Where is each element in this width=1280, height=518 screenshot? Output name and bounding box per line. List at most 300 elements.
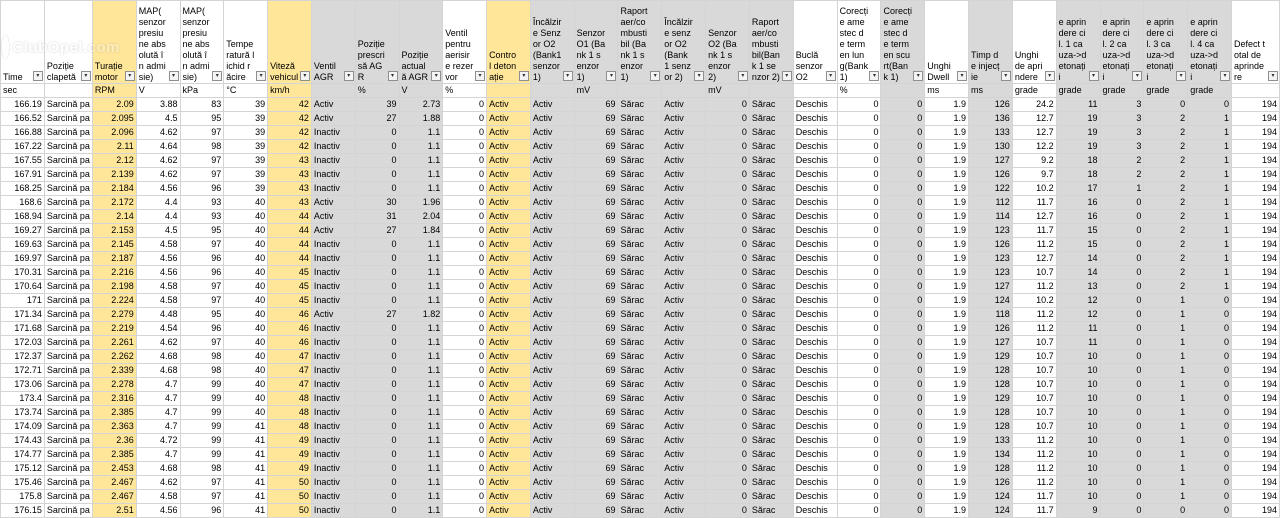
table-cell[interactable]: 40 bbox=[224, 266, 268, 280]
table-cell[interactable]: 1.9 bbox=[925, 448, 969, 462]
filter-dropdown-icon[interactable]: ▾ bbox=[1132, 71, 1142, 81]
table-cell[interactable]: 1.9 bbox=[925, 266, 969, 280]
table-cell[interactable]: 2.467 bbox=[92, 476, 136, 490]
table-cell[interactable]: 12.7 bbox=[1012, 252, 1056, 266]
table-cell[interactable]: 46 bbox=[268, 336, 312, 350]
table-cell[interactable]: Activ bbox=[487, 476, 531, 490]
table-cell[interactable]: 19 bbox=[1056, 112, 1100, 126]
table-cell[interactable]: 0 bbox=[1100, 490, 1144, 504]
table-cell[interactable]: Activ bbox=[662, 448, 706, 462]
table-cell[interactable]: 166.19 bbox=[1, 98, 45, 112]
table-cell[interactable]: 97 bbox=[180, 126, 224, 140]
table-cell[interactable]: 0 bbox=[1100, 294, 1144, 308]
table-cell[interactable]: 12 bbox=[1056, 308, 1100, 322]
table-cell[interactable]: 11 bbox=[1056, 336, 1100, 350]
table-cell[interactable]: Deschis bbox=[793, 126, 837, 140]
table-cell[interactable]: Inactiv bbox=[311, 266, 355, 280]
table-cell[interactable]: 0 bbox=[355, 448, 399, 462]
table-cell[interactable]: 49 bbox=[268, 448, 312, 462]
table-cell[interactable]: 1.9 bbox=[925, 252, 969, 266]
table-cell[interactable]: 1.9 bbox=[925, 392, 969, 406]
unit-cell[interactable]: ms bbox=[969, 84, 1013, 98]
table-cell[interactable]: Activ bbox=[662, 196, 706, 210]
table-cell[interactable]: 0 bbox=[443, 364, 487, 378]
table-cell[interactable]: 1 bbox=[1144, 462, 1188, 476]
table-cell[interactable]: Activ bbox=[487, 126, 531, 140]
table-cell[interactable]: 0 bbox=[837, 266, 881, 280]
table-cell[interactable]: Activ bbox=[530, 126, 574, 140]
table-cell[interactable]: 1.9 bbox=[925, 112, 969, 126]
table-cell[interactable]: Sărac bbox=[749, 224, 793, 238]
table-cell[interactable]: 39 bbox=[224, 154, 268, 168]
filter-dropdown-icon[interactable]: ▾ bbox=[1176, 71, 1186, 81]
table-cell[interactable]: Deschis bbox=[793, 392, 837, 406]
table-cell[interactable]: 39 bbox=[224, 112, 268, 126]
filter-dropdown-icon[interactable]: ▾ bbox=[563, 71, 573, 81]
table-cell[interactable]: 1.9 bbox=[925, 322, 969, 336]
table-cell[interactable]: 0 bbox=[706, 196, 750, 210]
table-cell[interactable]: Sărac bbox=[618, 336, 662, 350]
table-cell[interactable]: 0 bbox=[443, 308, 487, 322]
table-cell[interactable]: Inactiv bbox=[311, 252, 355, 266]
table-cell[interactable]: 10.7 bbox=[1012, 350, 1056, 364]
filter-dropdown-icon[interactable]: ▾ bbox=[869, 71, 879, 81]
table-cell[interactable]: 46 bbox=[268, 308, 312, 322]
table-cell[interactable]: 1 bbox=[1144, 308, 1188, 322]
table-cell[interactable]: 0 bbox=[837, 294, 881, 308]
table-cell[interactable]: 194 bbox=[1232, 112, 1280, 126]
table-cell[interactable]: Activ bbox=[530, 434, 574, 448]
table-cell[interactable]: Sarcină pa bbox=[44, 336, 92, 350]
table-cell[interactable]: 3 bbox=[1100, 140, 1144, 154]
table-cell[interactable]: Sarcină pa bbox=[44, 140, 92, 154]
table-cell[interactable]: 0 bbox=[1100, 252, 1144, 266]
table-cell[interactable]: 2.385 bbox=[92, 406, 136, 420]
table-cell[interactable]: 194 bbox=[1232, 504, 1280, 518]
table-cell[interactable]: 69 bbox=[574, 434, 618, 448]
table-cell[interactable]: 69 bbox=[574, 336, 618, 350]
table-cell[interactable]: 126 bbox=[969, 238, 1013, 252]
table-cell[interactable]: 1.1 bbox=[399, 168, 443, 182]
table-cell[interactable]: 129 bbox=[969, 392, 1013, 406]
table-cell[interactable]: 95 bbox=[180, 112, 224, 126]
table-cell[interactable]: 0 bbox=[1188, 336, 1232, 350]
table-cell[interactable]: 18 bbox=[1056, 168, 1100, 182]
table-cell[interactable]: 174.77 bbox=[1, 448, 45, 462]
table-cell[interactable]: 128 bbox=[969, 462, 1013, 476]
table-cell[interactable]: Sarcină pa bbox=[44, 490, 92, 504]
table-cell[interactable]: Deschis bbox=[793, 294, 837, 308]
table-cell[interactable]: 194 bbox=[1232, 238, 1280, 252]
table-cell[interactable]: 39 bbox=[355, 98, 399, 112]
table-cell[interactable]: Sărac bbox=[618, 224, 662, 238]
table-cell[interactable]: 1.9 bbox=[925, 196, 969, 210]
table-cell[interactable]: 2.04 bbox=[399, 210, 443, 224]
table-cell[interactable]: 95 bbox=[180, 308, 224, 322]
table-cell[interactable]: Sarcină pa bbox=[44, 196, 92, 210]
table-cell[interactable]: 12.7 bbox=[1012, 126, 1056, 140]
table-cell[interactable]: 10 bbox=[1056, 462, 1100, 476]
table-cell[interactable]: 0 bbox=[1100, 504, 1144, 518]
table-cell[interactable]: 1.9 bbox=[925, 462, 969, 476]
table-cell[interactable]: 1.9 bbox=[925, 504, 969, 518]
table-cell[interactable]: 40 bbox=[224, 350, 268, 364]
table-cell[interactable]: Activ bbox=[311, 224, 355, 238]
table-cell[interactable]: 69 bbox=[574, 266, 618, 280]
table-cell[interactable]: 40 bbox=[224, 364, 268, 378]
table-cell[interactable]: 2.467 bbox=[92, 490, 136, 504]
unit-cell[interactable] bbox=[530, 84, 574, 98]
table-cell[interactable]: 41 bbox=[224, 448, 268, 462]
table-cell[interactable]: 10 bbox=[1056, 350, 1100, 364]
filter-dropdown-icon[interactable]: ▾ bbox=[826, 71, 836, 81]
table-cell[interactable]: Activ bbox=[487, 224, 531, 238]
table-cell[interactable]: 42 bbox=[268, 126, 312, 140]
table-cell[interactable]: 1.9 bbox=[925, 238, 969, 252]
table-cell[interactable]: 0 bbox=[443, 448, 487, 462]
table-cell[interactable]: 4.68 bbox=[136, 350, 180, 364]
table-cell[interactable]: 2.14 bbox=[92, 210, 136, 224]
table-cell[interactable]: 44 bbox=[268, 210, 312, 224]
table-cell[interactable]: 1.9 bbox=[925, 364, 969, 378]
table-cell[interactable]: 1.9 bbox=[925, 224, 969, 238]
table-cell[interactable]: 2.12 bbox=[92, 154, 136, 168]
table-cell[interactable]: 134 bbox=[969, 448, 1013, 462]
table-cell[interactable]: 171.68 bbox=[1, 322, 45, 336]
table-cell[interactable]: Activ bbox=[487, 294, 531, 308]
table-cell[interactable]: 0 bbox=[443, 266, 487, 280]
table-cell[interactable]: 1.9 bbox=[925, 434, 969, 448]
table-cell[interactable]: 1.1 bbox=[399, 364, 443, 378]
table-cell[interactable]: 0 bbox=[1100, 336, 1144, 350]
table-cell[interactable]: Deschis bbox=[793, 308, 837, 322]
table-cell[interactable]: Activ bbox=[530, 406, 574, 420]
table-cell[interactable]: 41 bbox=[224, 490, 268, 504]
table-cell[interactable]: 2.153 bbox=[92, 224, 136, 238]
table-cell[interactable]: 169.97 bbox=[1, 252, 45, 266]
table-cell[interactable]: Activ bbox=[530, 308, 574, 322]
table-cell[interactable]: 12.7 bbox=[1012, 210, 1056, 224]
table-cell[interactable]: 43 bbox=[268, 182, 312, 196]
table-cell[interactable]: 0 bbox=[706, 462, 750, 476]
table-cell[interactable]: 0 bbox=[355, 154, 399, 168]
table-cell[interactable]: 19 bbox=[1056, 126, 1100, 140]
unit-cell[interactable]: kPa bbox=[180, 84, 224, 98]
table-cell[interactable]: 1 bbox=[1144, 392, 1188, 406]
table-cell[interactable]: Sărac bbox=[749, 378, 793, 392]
table-cell[interactable]: 4.62 bbox=[136, 476, 180, 490]
filter-dropdown-icon[interactable]: ▾ bbox=[650, 71, 660, 81]
table-cell[interactable]: Activ bbox=[487, 308, 531, 322]
table-cell[interactable]: Activ bbox=[530, 168, 574, 182]
table-cell[interactable]: 0 bbox=[706, 266, 750, 280]
table-cell[interactable]: Activ bbox=[662, 308, 706, 322]
table-cell[interactable]: 0 bbox=[1188, 378, 1232, 392]
table-cell[interactable]: Deschis bbox=[793, 252, 837, 266]
table-cell[interactable]: Activ bbox=[487, 140, 531, 154]
table-cell[interactable]: 2 bbox=[1144, 154, 1188, 168]
table-cell[interactable]: 1 bbox=[1144, 490, 1188, 504]
table-cell[interactable]: 10 bbox=[1056, 378, 1100, 392]
table-cell[interactable]: 15 bbox=[1056, 224, 1100, 238]
table-cell[interactable]: Activ bbox=[487, 168, 531, 182]
table-cell[interactable]: 2 bbox=[1144, 238, 1188, 252]
table-cell[interactable]: 0 bbox=[837, 238, 881, 252]
table-cell[interactable]: 1.1 bbox=[399, 252, 443, 266]
table-cell[interactable]: 194 bbox=[1232, 266, 1280, 280]
filter-dropdown-icon[interactable]: ▾ bbox=[1045, 71, 1055, 81]
table-cell[interactable]: 42 bbox=[268, 140, 312, 154]
table-cell[interactable]: Activ bbox=[311, 308, 355, 322]
table-cell[interactable]: 10.2 bbox=[1012, 294, 1056, 308]
table-cell[interactable]: 40 bbox=[224, 336, 268, 350]
table-cell[interactable]: 0 bbox=[443, 252, 487, 266]
table-cell[interactable]: Sărac bbox=[618, 490, 662, 504]
table-cell[interactable]: 98 bbox=[180, 350, 224, 364]
table-cell[interactable]: 0 bbox=[355, 336, 399, 350]
table-cell[interactable]: Inactiv bbox=[311, 322, 355, 336]
table-cell[interactable]: 1.84 bbox=[399, 224, 443, 238]
table-cell[interactable]: 0 bbox=[443, 406, 487, 420]
table-cell[interactable]: 93 bbox=[180, 196, 224, 210]
table-cell[interactable]: 0 bbox=[355, 504, 399, 518]
table-cell[interactable]: 2 bbox=[1144, 196, 1188, 210]
table-cell[interactable]: Deschis bbox=[793, 434, 837, 448]
table-cell[interactable]: 96 bbox=[180, 182, 224, 196]
table-cell[interactable]: 0 bbox=[837, 434, 881, 448]
table-cell[interactable]: 0 bbox=[443, 126, 487, 140]
table-cell[interactable]: 0 bbox=[443, 322, 487, 336]
table-cell[interactable]: 123 bbox=[969, 266, 1013, 280]
table-cell[interactable]: Activ bbox=[530, 182, 574, 196]
table-cell[interactable]: Activ bbox=[662, 420, 706, 434]
unit-cell[interactable]: km/h bbox=[268, 84, 312, 98]
table-cell[interactable]: Activ bbox=[311, 196, 355, 210]
table-cell[interactable]: 173.74 bbox=[1, 406, 45, 420]
table-cell[interactable]: 172.03 bbox=[1, 336, 45, 350]
table-cell[interactable]: 39 bbox=[224, 126, 268, 140]
table-cell[interactable]: Sărac bbox=[749, 252, 793, 266]
table-cell[interactable]: 10.7 bbox=[1012, 364, 1056, 378]
table-cell[interactable]: 0 bbox=[1188, 364, 1232, 378]
table-cell[interactable]: 1.9 bbox=[925, 126, 969, 140]
table-cell[interactable]: 0 bbox=[355, 322, 399, 336]
table-cell[interactable]: 0 bbox=[706, 154, 750, 168]
table-cell[interactable]: 11 bbox=[1056, 322, 1100, 336]
table-cell[interactable]: 0 bbox=[706, 364, 750, 378]
table-cell[interactable]: 12.7 bbox=[1012, 112, 1056, 126]
table-cell[interactable]: Deschis bbox=[793, 224, 837, 238]
table-cell[interactable]: 0 bbox=[837, 336, 881, 350]
table-cell[interactable]: 0 bbox=[1188, 406, 1232, 420]
table-cell[interactable]: 0 bbox=[706, 126, 750, 140]
table-cell[interactable]: 128 bbox=[969, 378, 1013, 392]
table-cell[interactable]: 96 bbox=[180, 322, 224, 336]
table-cell[interactable]: Deschis bbox=[793, 350, 837, 364]
table-cell[interactable]: 40 bbox=[224, 252, 268, 266]
table-cell[interactable]: Activ bbox=[530, 504, 574, 518]
table-cell[interactable]: Activ bbox=[530, 224, 574, 238]
filter-dropdown-icon[interactable]: ▾ bbox=[1089, 71, 1099, 81]
table-cell[interactable]: 1 bbox=[1144, 294, 1188, 308]
table-cell[interactable]: 1.9 bbox=[925, 154, 969, 168]
table-cell[interactable]: Sărac bbox=[749, 490, 793, 504]
table-cell[interactable]: 1.1 bbox=[399, 294, 443, 308]
table-cell[interactable]: 0 bbox=[881, 252, 925, 266]
table-cell[interactable]: Sărac bbox=[749, 434, 793, 448]
table-cell[interactable]: 69 bbox=[574, 378, 618, 392]
table-cell[interactable]: 69 bbox=[574, 280, 618, 294]
table-cell[interactable]: 0 bbox=[443, 168, 487, 182]
table-cell[interactable]: 10 bbox=[1056, 490, 1100, 504]
table-cell[interactable]: 69 bbox=[574, 140, 618, 154]
table-cell[interactable]: 3 bbox=[1100, 112, 1144, 126]
filter-dropdown-icon[interactable]: ▾ bbox=[431, 71, 441, 81]
table-cell[interactable]: 11.2 bbox=[1012, 280, 1056, 294]
table-cell[interactable]: 4.56 bbox=[136, 504, 180, 518]
table-cell[interactable]: 10.7 bbox=[1012, 406, 1056, 420]
table-cell[interactable]: 168.6 bbox=[1, 196, 45, 210]
unit-cell[interactable]: grade bbox=[1100, 84, 1144, 98]
table-cell[interactable]: Activ bbox=[530, 490, 574, 504]
table-cell[interactable]: Sărac bbox=[749, 126, 793, 140]
table-cell[interactable]: Sarcină pa bbox=[44, 350, 92, 364]
table-cell[interactable]: 44 bbox=[268, 238, 312, 252]
table-cell[interactable]: 2.453 bbox=[92, 462, 136, 476]
table-cell[interactable]: Inactiv bbox=[311, 392, 355, 406]
table-cell[interactable]: Sărac bbox=[749, 238, 793, 252]
table-cell[interactable]: 4.5 bbox=[136, 112, 180, 126]
table-cell[interactable]: Activ bbox=[662, 98, 706, 112]
table-cell[interactable]: 172.37 bbox=[1, 350, 45, 364]
table-cell[interactable]: 0 bbox=[706, 378, 750, 392]
table-cell[interactable]: 0 bbox=[443, 350, 487, 364]
table-cell[interactable]: Sarcină pa bbox=[44, 126, 92, 140]
table-cell[interactable]: 69 bbox=[574, 448, 618, 462]
table-cell[interactable]: Sărac bbox=[618, 196, 662, 210]
table-cell[interactable]: Inactiv bbox=[311, 434, 355, 448]
table-cell[interactable]: 0 bbox=[881, 322, 925, 336]
table-cell[interactable]: Activ bbox=[662, 462, 706, 476]
table-cell[interactable]: 0 bbox=[355, 406, 399, 420]
table-cell[interactable]: 0 bbox=[881, 504, 925, 518]
table-cell[interactable]: 169.27 bbox=[1, 224, 45, 238]
table-cell[interactable]: 2.279 bbox=[92, 308, 136, 322]
table-cell[interactable]: 0 bbox=[355, 364, 399, 378]
table-cell[interactable]: Sărac bbox=[749, 266, 793, 280]
table-cell[interactable]: 0 bbox=[881, 378, 925, 392]
table-cell[interactable]: Inactiv bbox=[311, 406, 355, 420]
table-cell[interactable]: 45 bbox=[268, 266, 312, 280]
table-cell[interactable]: 98 bbox=[180, 364, 224, 378]
table-cell[interactable]: 0 bbox=[837, 252, 881, 266]
table-cell[interactable]: 0 bbox=[1100, 322, 1144, 336]
table-cell[interactable]: 50 bbox=[268, 490, 312, 504]
table-cell[interactable]: 10.7 bbox=[1012, 266, 1056, 280]
table-cell[interactable]: 69 bbox=[574, 168, 618, 182]
table-cell[interactable]: 39 bbox=[224, 168, 268, 182]
table-cell[interactable]: 0 bbox=[881, 266, 925, 280]
table-cell[interactable]: 0 bbox=[355, 266, 399, 280]
table-cell[interactable]: 41 bbox=[224, 476, 268, 490]
table-cell[interactable]: Activ bbox=[487, 364, 531, 378]
table-cell[interactable]: 47 bbox=[268, 378, 312, 392]
table-cell[interactable]: Activ bbox=[662, 476, 706, 490]
table-cell[interactable]: Sarcină pa bbox=[44, 154, 92, 168]
filter-dropdown-icon[interactable]: ▾ bbox=[606, 71, 616, 81]
table-cell[interactable]: 118 bbox=[969, 308, 1013, 322]
table-cell[interactable]: 2 bbox=[1144, 126, 1188, 140]
table-cell[interactable]: 99 bbox=[180, 406, 224, 420]
table-cell[interactable]: Sărac bbox=[618, 406, 662, 420]
table-cell[interactable]: 0 bbox=[881, 434, 925, 448]
table-cell[interactable]: 0 bbox=[1100, 238, 1144, 252]
table-cell[interactable]: Sărac bbox=[618, 126, 662, 140]
table-cell[interactable]: 40 bbox=[224, 406, 268, 420]
unit-cell[interactable] bbox=[1232, 84, 1280, 98]
table-cell[interactable]: 16 bbox=[1056, 196, 1100, 210]
table-cell[interactable]: Sărac bbox=[749, 448, 793, 462]
table-cell[interactable]: 0 bbox=[837, 322, 881, 336]
table-cell[interactable]: 0 bbox=[1188, 448, 1232, 462]
table-cell[interactable]: 4.56 bbox=[136, 266, 180, 280]
table-cell[interactable]: 49 bbox=[268, 462, 312, 476]
table-cell[interactable]: Sărac bbox=[618, 322, 662, 336]
table-cell[interactable]: Deschis bbox=[793, 420, 837, 434]
table-cell[interactable]: Activ bbox=[487, 322, 531, 336]
table-cell[interactable]: 0 bbox=[1100, 350, 1144, 364]
table-cell[interactable]: Sărac bbox=[618, 252, 662, 266]
table-cell[interactable]: 10 bbox=[1056, 406, 1100, 420]
table-cell[interactable]: 1.88 bbox=[399, 112, 443, 126]
table-cell[interactable]: 69 bbox=[574, 392, 618, 406]
table-cell[interactable]: 0 bbox=[706, 448, 750, 462]
table-cell[interactable]: Activ bbox=[662, 182, 706, 196]
table-cell[interactable]: Sărac bbox=[618, 266, 662, 280]
table-cell[interactable]: 48 bbox=[268, 406, 312, 420]
table-cell[interactable]: Activ bbox=[487, 420, 531, 434]
table-cell[interactable]: 12 bbox=[1056, 294, 1100, 308]
table-cell[interactable]: 11.2 bbox=[1012, 434, 1056, 448]
table-cell[interactable]: 11.2 bbox=[1012, 238, 1056, 252]
table-cell[interactable]: 0 bbox=[1188, 392, 1232, 406]
table-cell[interactable]: 42 bbox=[268, 112, 312, 126]
unit-cell[interactable]: % bbox=[443, 84, 487, 98]
table-cell[interactable]: 30 bbox=[355, 196, 399, 210]
table-cell[interactable]: 69 bbox=[574, 476, 618, 490]
table-cell[interactable]: 2.145 bbox=[92, 238, 136, 252]
table-cell[interactable]: Sărac bbox=[749, 392, 793, 406]
table-cell[interactable]: 167.91 bbox=[1, 168, 45, 182]
table-cell[interactable]: 0 bbox=[837, 448, 881, 462]
table-cell[interactable]: 0 bbox=[1100, 308, 1144, 322]
table-cell[interactable]: 10 bbox=[1056, 420, 1100, 434]
table-cell[interactable]: 0 bbox=[706, 280, 750, 294]
unit-cell[interactable]: % bbox=[837, 84, 881, 98]
table-cell[interactable]: 194 bbox=[1232, 140, 1280, 154]
table-cell[interactable]: Activ bbox=[487, 252, 531, 266]
table-cell[interactable]: 0 bbox=[1100, 196, 1144, 210]
table-cell[interactable]: Sărac bbox=[618, 112, 662, 126]
table-cell[interactable]: 0 bbox=[837, 364, 881, 378]
table-cell[interactable]: 0 bbox=[355, 294, 399, 308]
table-cell[interactable]: Deschis bbox=[793, 406, 837, 420]
table-cell[interactable]: Sărac bbox=[618, 504, 662, 518]
unit-cell[interactable] bbox=[793, 84, 837, 98]
table-cell[interactable]: 2.139 bbox=[92, 168, 136, 182]
table-cell[interactable]: 1.1 bbox=[399, 504, 443, 518]
table-cell[interactable]: 0 bbox=[706, 210, 750, 224]
